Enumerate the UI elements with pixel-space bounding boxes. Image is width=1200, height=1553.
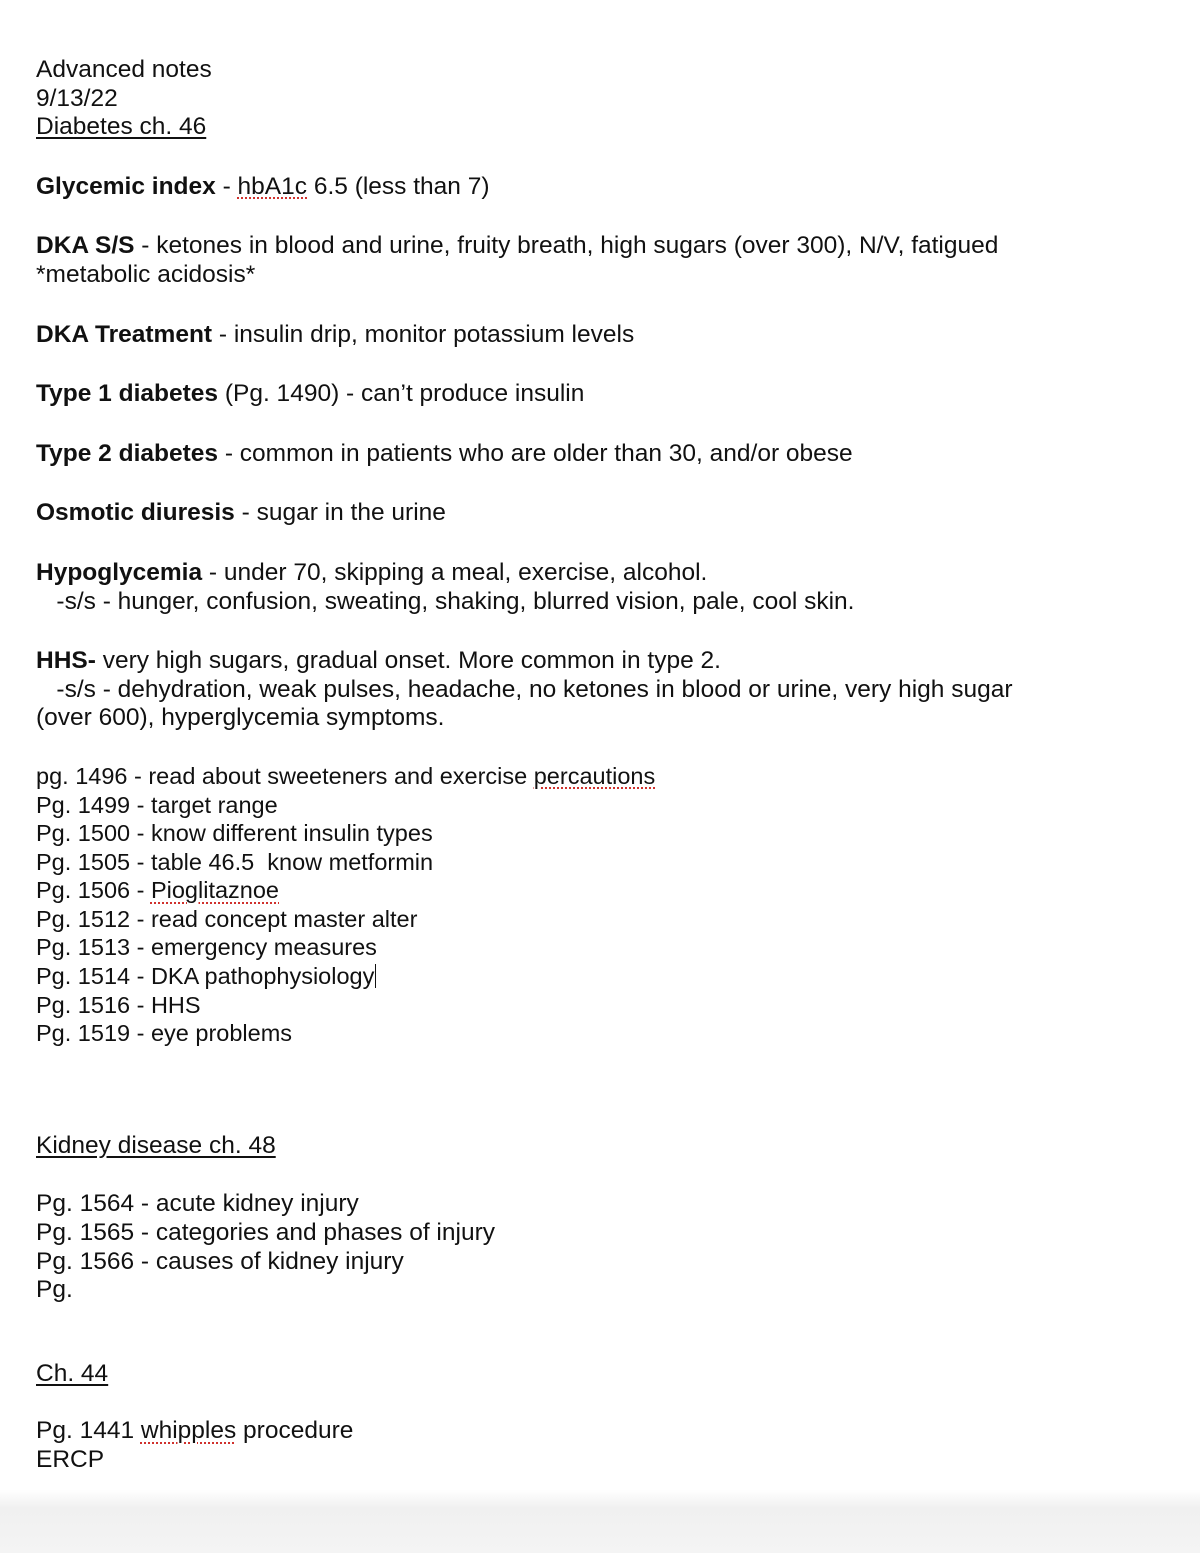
entry-type-1 — [36, 380, 1176, 409]
entry-dka-ss-note: *metabolic acidosis* — [36, 260, 256, 288]
item-text: pg. 1496 - read about sweeteners and exercise — [36, 762, 534, 789]
item-text: procedure — [236, 1417, 354, 1445]
misspelled-word[interactable]: percautions — [533, 762, 656, 789]
section-heading-ch44: Ch. 44 — [36, 1359, 109, 1387]
term: Type 1 diabetes — [36, 380, 219, 408]
list-item: Pg. 1565 - categories and phases of injury — [36, 1219, 495, 1247]
definition: - ketones in blood and urine, fruity breath, high sugars (over 300), N/V, fatigued — [134, 232, 999, 260]
term: Glycemic index — [36, 172, 216, 200]
entry-type-2 — [36, 440, 1176, 469]
page-reference-list — [36, 762, 1176, 1048]
doc-date: 9/13/22 — [36, 84, 118, 112]
list-item: Pg. 1516 - HHS — [36, 991, 201, 1018]
entry-hhs — [36, 647, 1176, 676]
term: DKA Treatment — [36, 320, 213, 348]
term: Osmotic diuresis — [36, 499, 235, 527]
list-item: Pg. 1499 - target range — [36, 791, 278, 818]
list-item: ERCP — [36, 1446, 105, 1473]
item-text: Pg. 1506 - — [36, 877, 151, 904]
section-heading-kidney: Kidney disease ch. 48 — [36, 1131, 276, 1159]
item-text: Pg. 1441 — [36, 1417, 141, 1445]
term: HHS- — [36, 647, 96, 675]
list-item: Pg. — [36, 1276, 73, 1304]
term: Type 2 diabetes — [36, 439, 219, 467]
document-body[interactable] — [36, 56, 1176, 1475]
list-item: Pg. 1566 - causes of kidney injury — [36, 1247, 404, 1275]
list-item: Pg. 1564 - acute kidney injury — [36, 1190, 359, 1218]
doc-title: Advanced notes — [36, 56, 212, 83]
definition: - under 70, skipping a meal, exercise, alcohol. — [202, 558, 708, 586]
entry-hypoglycemia-ss: -s/s - hunger, confusion, sweating, shaking, blurred vision, pale, cool skin. — [36, 587, 855, 615]
list-item — [36, 762, 1176, 791]
separator: - — [215, 172, 238, 200]
list-item — [36, 1417, 1176, 1446]
misspelled-word[interactable]: Pioglitaznoe — [150, 877, 280, 904]
definition: very high sugars, gradual onset. More common in type 2. — [95, 647, 721, 675]
list-item: Pg. 1505 - table 46.5 know metformin — [36, 848, 434, 875]
definition: - common in patients who are older than 30, and/or obese — [218, 439, 853, 467]
list-item: Pg. 1513 - emergency measures — [36, 934, 377, 961]
definition: - insulin drip, monitor potassium levels — [212, 320, 635, 348]
entry-osmotic-diuresis — [36, 499, 1176, 528]
list-item — [36, 876, 1176, 905]
page-bottom-shadow — [0, 1490, 1200, 1553]
definition: (Pg. 1490) - can’t produce insulin — [218, 380, 585, 408]
entry-hhs-ss: -s/s - dehydration, weak pulses, headache, no ketones in blood or urine, very high sugar — [36, 675, 1013, 703]
entry-dka-treatment — [36, 321, 1176, 350]
list-item: Pg. 1500 - know different insulin types — [36, 820, 433, 847]
list-item: Pg. 1512 - read concept master alter — [36, 905, 418, 932]
entry-dka-ss — [36, 232, 1176, 261]
misspelled-word[interactable]: hbA1c — [237, 172, 308, 200]
term: DKA S/S — [36, 232, 135, 260]
entry-hhs-ss-cont: (over 600), hyperglycemia symptoms. — [36, 704, 445, 732]
definition: 6.5 (less than 7) — [307, 172, 490, 200]
entry-glycemic-index — [36, 173, 1176, 202]
list-item: Pg. 1519 - eye problems — [36, 1020, 293, 1047]
text-cursor — [375, 964, 376, 988]
misspelled-word[interactable]: whipples — [140, 1417, 237, 1445]
definition: - sugar in the urine — [234, 499, 446, 527]
term: Hypoglycemia — [36, 558, 203, 586]
list-item — [36, 962, 1176, 991]
item-text: Pg. 1514 - DKA pathophysiology — [36, 963, 375, 990]
entry-hypoglycemia — [36, 559, 1176, 588]
section-heading-diabetes: Diabetes ch. 46 — [36, 113, 207, 141]
